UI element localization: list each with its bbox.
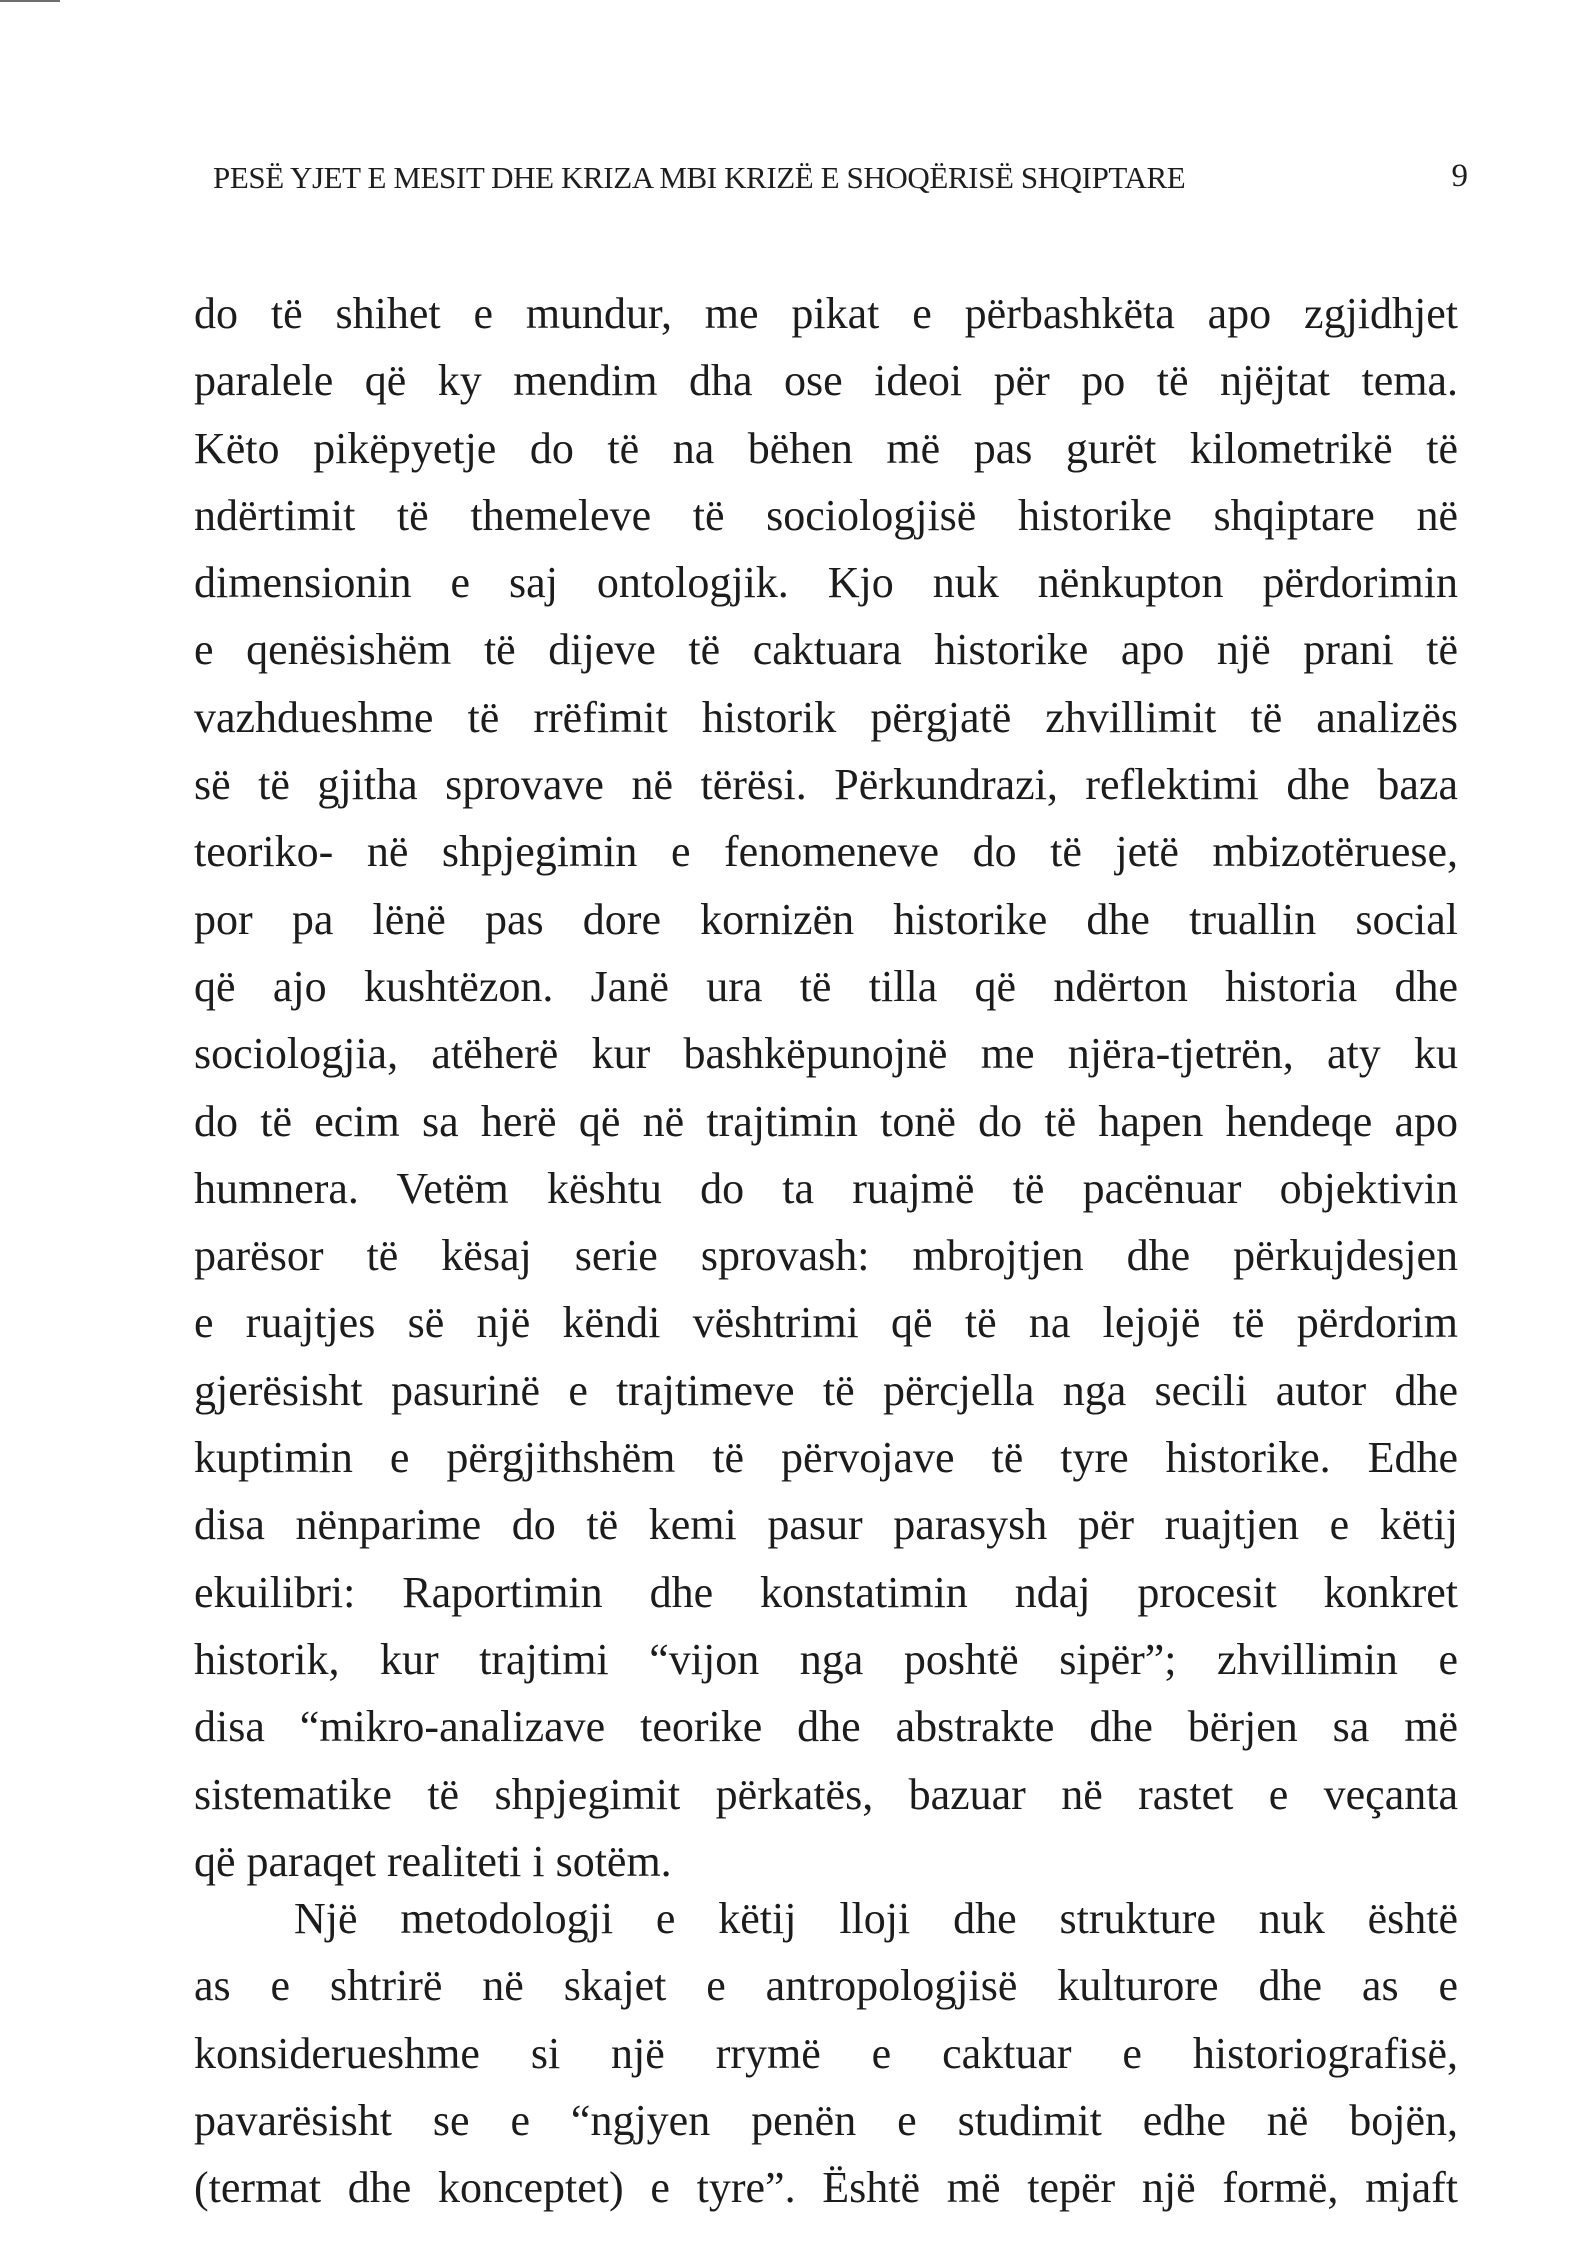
text-line: teoriko- në shpjegimin e fenomeneve do të jetë mbizotëruese, xyxy=(194,827,1458,877)
text-line: ndërtimit të themeleve të sociologjisë historike shqiptare në xyxy=(194,490,1458,540)
text-line: pavarësisht se e “ngjyen penën e studimit edhe në bojën, xyxy=(194,2095,1458,2145)
text-line: vazhdueshme të rrëfimit historik përgjatë zhvillimit të analizës xyxy=(194,692,1458,742)
text-line: do të ecim sa herë që në trajtimin tonë do të hapen hendeqe apo xyxy=(194,1096,1458,1146)
text-line: dimensionin e saj ontologjik. Kjo nuk nënkupton përdorimin xyxy=(194,558,1458,608)
text-line: (termat dhe konceptet) e tyre”. Është më tepër një formë, mjaft xyxy=(194,2163,1458,2213)
text-line: konsiderueshme si një rrymë e caktuar e historiografisë, xyxy=(194,2028,1458,2078)
text-line: e qenësishëm të dijeve të caktuara historike apo një prani të xyxy=(194,625,1458,675)
running-header-title: PESË YJET E MESIT DHE KRIZA MBI KRIZË E SHOQËRISË SHQIPTARE xyxy=(213,160,1186,195)
text-line: Një metodologji e këtij lloji dhe strukture nuk është xyxy=(294,1894,1458,1943)
text-line: sistematike të shpjegimit përkatës, bazuar në rastet e veçanta xyxy=(194,1769,1458,1819)
text-line: historik, kur trajtimi “vijon nga poshtë sipër”; zhvillimin e xyxy=(194,1634,1458,1684)
scan-corner-mark xyxy=(0,0,60,2)
text-line: ekuilibri: Raportimin dhe konstatimin ndaj procesit konkret xyxy=(194,1567,1458,1617)
body-paragraph-2 xyxy=(194,1885,1458,2221)
page-number: 9 xyxy=(1451,158,1468,194)
text-line: kuptimin e përgjithshëm të përvojave të tyre historike. Edhe xyxy=(194,1433,1458,1483)
text-line: por pa lënë pas dore kornizën historike dhe truallin social xyxy=(194,894,1458,944)
text-line: parësor të kësaj serie sprovash: mbrojtjen dhe përkujdesjen xyxy=(194,1231,1458,1281)
text-line: paralele që ky mendim dha ose ideoi për po të njëjtat tema. xyxy=(194,356,1458,406)
body-paragraph-1 xyxy=(194,280,1458,1895)
text-line: humnera. Vetëm kështu do ta ruajmë të pacënuar objektivin xyxy=(194,1163,1458,1213)
text-line: gjerësisht pasurinë e trajtimeve të përcjella nga secili autor dhe xyxy=(194,1365,1458,1415)
text-line: sociologjia, atëherë kur bashkëpunojnë me njëra-tjetrën, aty ku xyxy=(194,1029,1458,1079)
text-line: Këto pikëpyetje do të na bëhen më pas gurët kilometrikë të xyxy=(194,423,1458,473)
text-line: disa nënparime do të kemi pasur parasysh për ruajtjen e këtij xyxy=(194,1500,1458,1550)
text-line: disa “mikro-analizave teorike dhe abstrakte dhe bërjen sa më xyxy=(194,1702,1458,1752)
text-line: që ajo kushtëzon. Janë ura të tilla që ndërton historia dhe xyxy=(194,961,1458,1011)
text-line: e ruajtjes së një këndi vështrimi që të na lejojë të përdorim xyxy=(194,1298,1458,1348)
text-line: që paraqet realiteti i sotëm. xyxy=(194,1836,672,1886)
text-line: as e shtrirë në skajet e antropologjisë kulturore dhe as e xyxy=(194,1961,1458,2011)
text-line: së të gjitha sprovave në tërësi. Përkundrazi, reflektimi dhe baza xyxy=(194,760,1458,810)
text-line: do të shihet e mundur, me pikat e përbashkëta apo zgjidhjet xyxy=(194,289,1458,338)
